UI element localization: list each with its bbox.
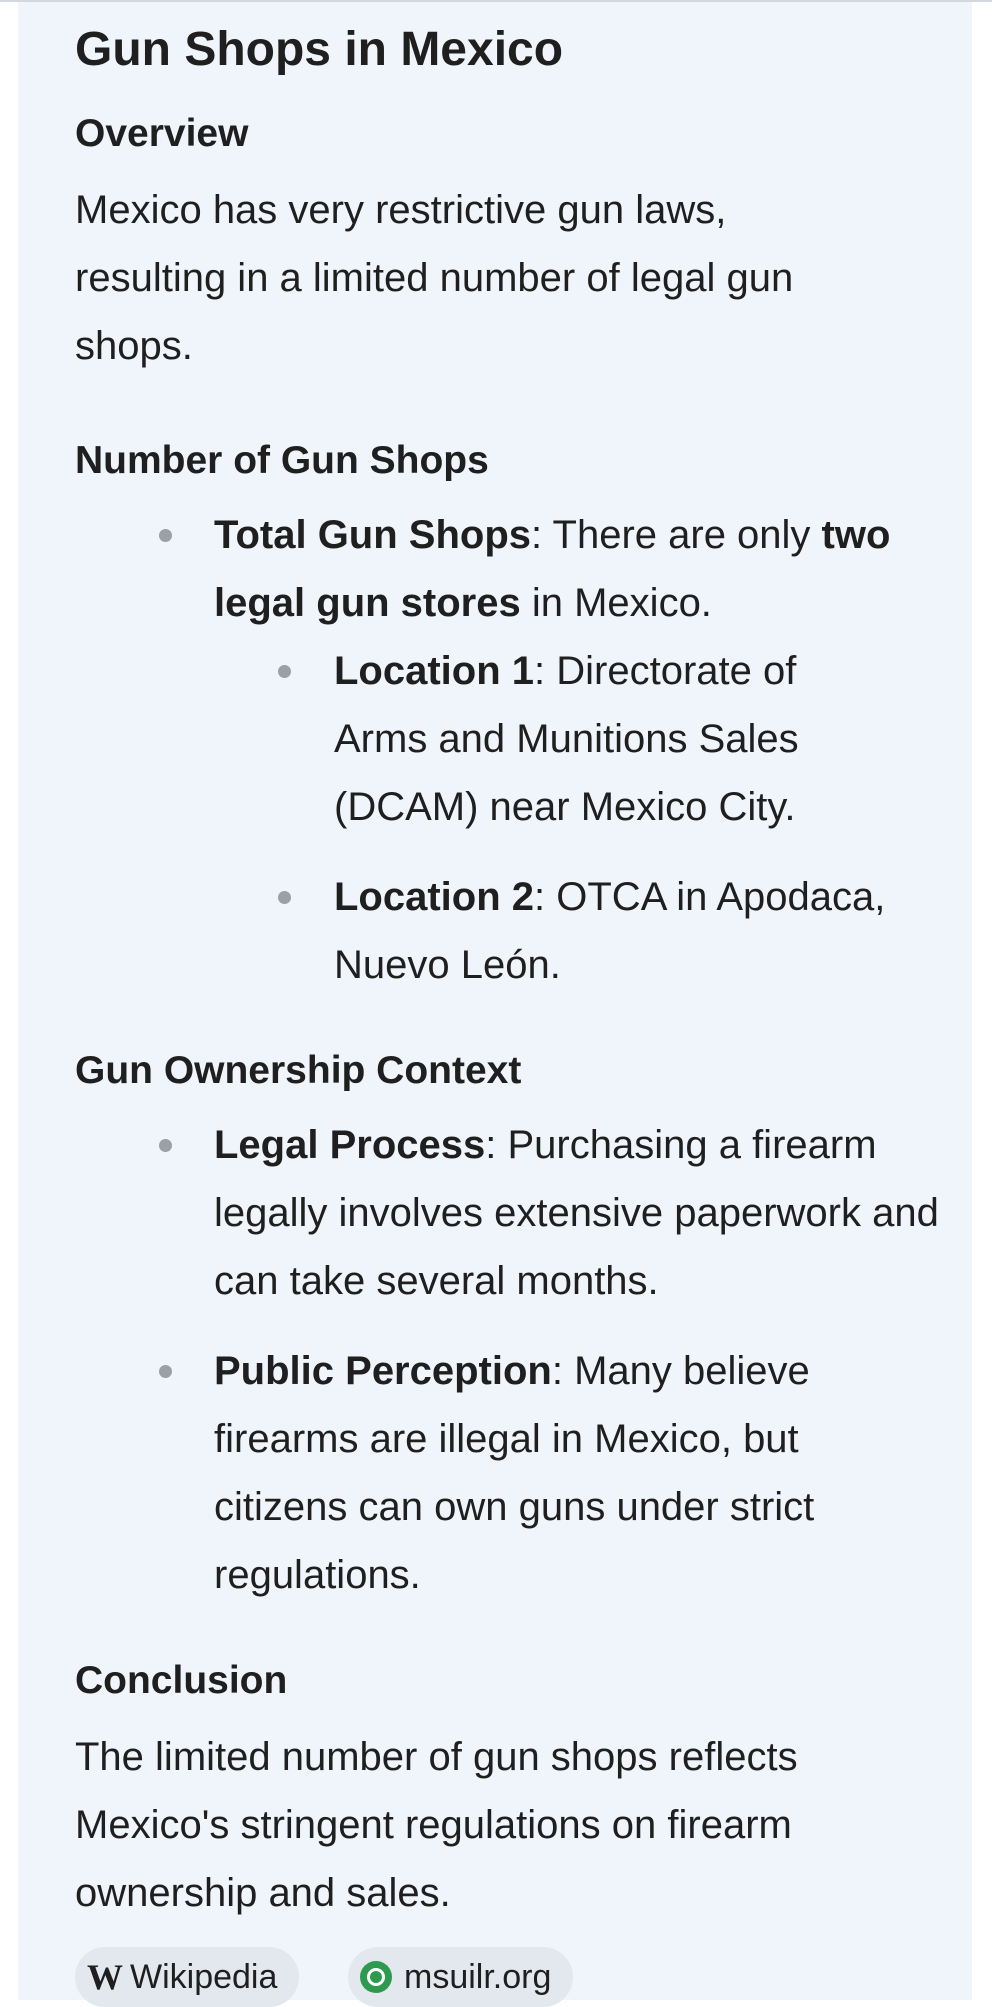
site-favicon-icon [360, 1961, 392, 1993]
source-chip-wikipedia[interactable] [75, 1947, 299, 2007]
bullet-dot [159, 1139, 172, 1152]
item-text: : Directorate of Arms and Munitions Sales (DCAM) near Mexico City. [334, 649, 799, 829]
item-text: : Many believe firearms are illegal in Mexico, but citizens can own guns under strict regulations. [214, 1349, 815, 1597]
item-label: Public Perception [214, 1349, 552, 1393]
list-item-location-1 [334, 637, 894, 841]
item-text: : There are only [531, 513, 822, 557]
list-item-public-perception [214, 1337, 904, 1609]
conclusion-text: The limited number of gun shops reflects Mexico's stringent regulations on firearm ownership and sales. [75, 1735, 798, 1915]
list-item-total-gun-shops [214, 501, 934, 637]
ownership-context-heading: Gun Ownership Context [75, 1049, 522, 1092]
bullet-dot [159, 529, 172, 542]
item-text: in Mexico. [520, 581, 712, 625]
conclusion-heading: Conclusion [75, 1659, 288, 1702]
source-chip-msuilr[interactable] [348, 1947, 573, 2007]
list-item-legal-process [214, 1111, 959, 1315]
bullet-dot [159, 1365, 172, 1378]
item-label: Location 1 [334, 649, 535, 693]
bullet-dot [278, 665, 291, 678]
source-label: Wikipedia [130, 1957, 278, 1996]
item-emphasis: two legal gun stores [214, 513, 891, 625]
item-text: : Purchasing a firearm legally involves extensive paperwork and can take several months. [214, 1123, 939, 1303]
item-text: : OTCA in Apodaca, Nuevo León. [334, 875, 886, 987]
item-label: Legal Process [214, 1123, 486, 1167]
overview-heading: Overview [75, 112, 249, 155]
wikipedia-icon: W [87, 1957, 120, 1997]
list-item-location-2 [334, 863, 964, 999]
number-of-shops-heading: Number of Gun Shops [75, 439, 489, 482]
page-title: Gun Shops in Mexico [75, 23, 564, 76]
item-label: Location 2 [334, 875, 535, 919]
overview-text: Mexico has very restrictive gun laws, resulting in a limited number of legal gun shops. [75, 188, 794, 368]
bullet-dot [278, 891, 291, 904]
source-label: msuilr.org [404, 1957, 552, 1996]
answer-card [18, 2, 972, 2000]
item-label: Total Gun Shops [214, 513, 532, 557]
